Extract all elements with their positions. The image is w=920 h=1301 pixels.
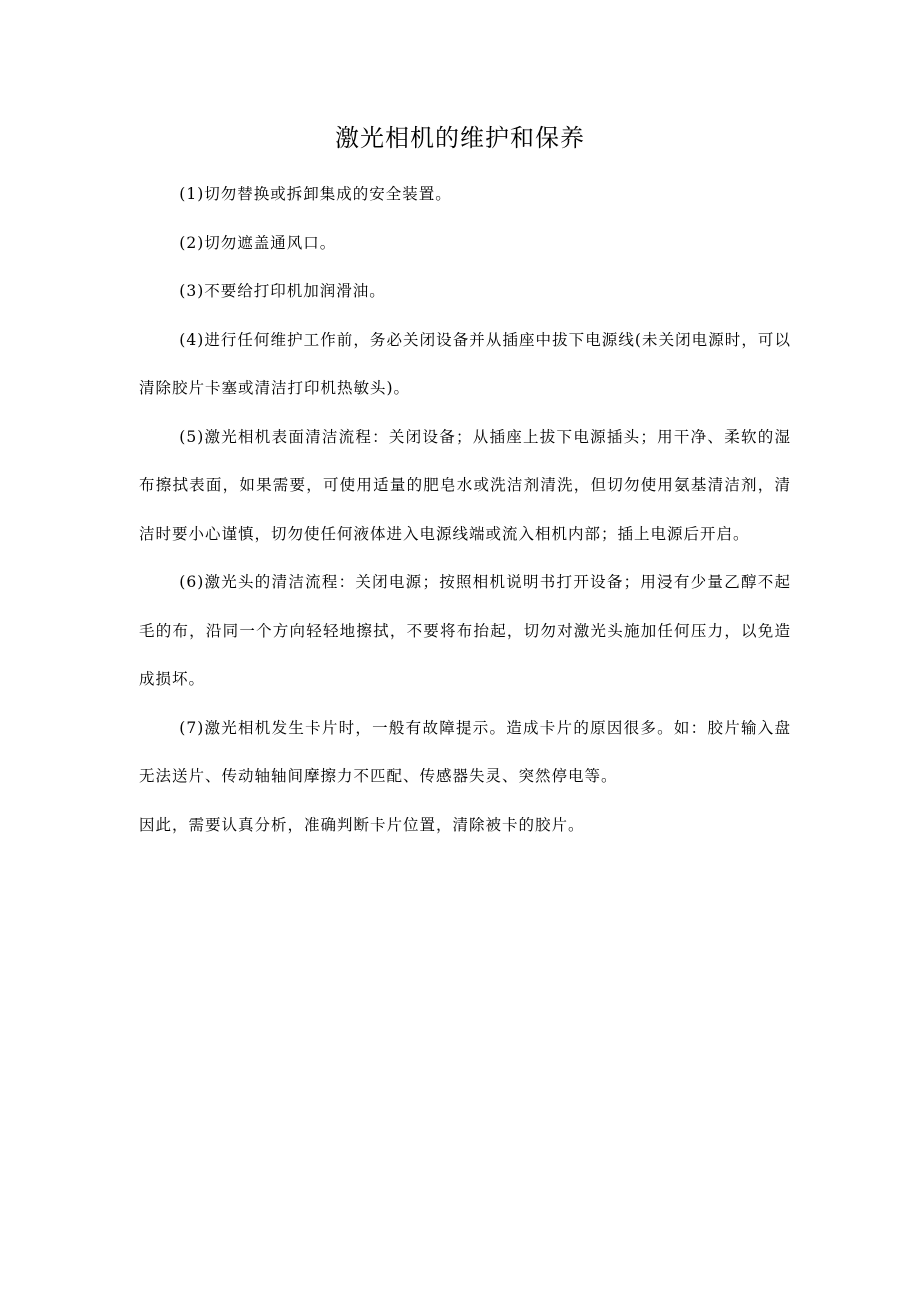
paragraph-3: (3)不要给打印机加润滑油。 — [179, 282, 386, 300]
paragraph-8: 因此，需要认真分析，准确判断卡片位置，清除被卡的胶片。 — [139, 815, 585, 834]
document-body — [139, 170, 791, 849]
paragraph-4: (4)进行任何维护工作前，务必关闭设备并从插座中拔下电源线(未关闭电源时，可以清除胶片卡塞或清洁打印机热敏头)。 — [139, 330, 791, 397]
paragraph-2: (2)切勿遮盖通风口。 — [179, 233, 337, 252]
paragraph-6: (6)激光头的清洁流程：关闭电源；按照相机说明书打开设备；用浸有少量乙醇不起毛的布，沿同一个方向轻轻地擦拭，不要将布抬起，切勿对激光头施加任何压力，以免造成损坏。 — [139, 573, 791, 688]
paragraph-1: (1)切勿替换或拆卸集成的安全装置。 — [179, 185, 452, 203]
paragraph-5: (5)激光相机表面清洁流程：关闭设备；从插座上拔下电源插头；用干净、柔软的湿布擦拭表面，如果需要，可使用适量的肥皂水或洗洁剂清洗，但切勿使用氨基清洁剂，清洁时要小心谨慎，切勿使任何液体进入电源线端或流入相机内部；插上电源后开启。 — [139, 427, 791, 543]
paragraph-7: (7)激光相机发生卡片时，一般有故障提示。造成卡片的原因很多。如：胶片输入盘无法送片、传动轴轴间摩擦力不匹配、传感器失灵、突然停电等。 — [139, 718, 791, 785]
document-title: 激光相机的维护和保养 — [335, 124, 585, 152]
